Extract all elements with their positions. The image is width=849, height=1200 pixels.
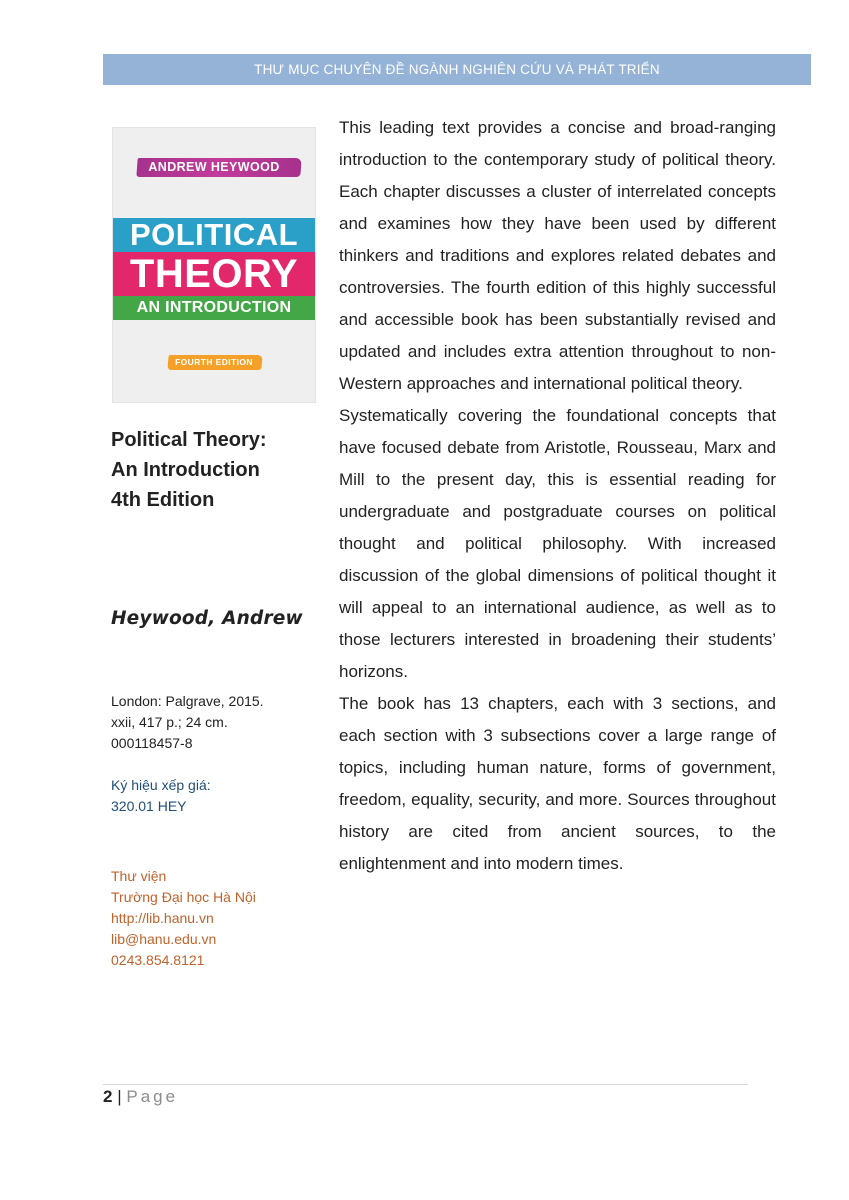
cover-author-name: ANDREW HEYWOOD xyxy=(148,160,280,174)
publication-info xyxy=(111,691,264,754)
publication-line: London: Palgrave, 2015. xyxy=(111,693,264,709)
book-author: Heywood, Andrew xyxy=(111,608,303,629)
book-title xyxy=(111,425,321,515)
description-paragraph: Systematically covering the foundational concepts that have focused debate from Aristotle, Rousseau, Marx and Mill to the present day, this is essential reading for undergraduate and postgraduate courses on political thought and political philosophy. With increased discussion of the global dimensions of political thought it will appeal to an international audience, as well as to those lecturers interested in broadening their students’ horizons. xyxy=(339,406,776,681)
publication-line: 000118457-8 xyxy=(111,735,193,751)
library-name: Thư viện xyxy=(111,868,167,884)
book-description xyxy=(339,112,776,880)
description-paragraph: The book has 13 chapters, each with 3 sections, and each section with 3 subsections cover a large range of topics, including human nature, forms of government, freedom, equality, security, and more. Sources throughout history are cited from ancient sources, to the enlightenment and into modern times. xyxy=(339,694,776,873)
library-email[interactable]: lib@hanu.edu.vn xyxy=(111,931,217,947)
call-number-label: Ký hiệu xếp giá: xyxy=(111,777,211,793)
description-paragraph: This leading text provides a concise and broad-ranging introduction to the contemporary study of political theory. Each chapter discusses a cluster of interrelated concepts and examines how they have been used by different thinkers and traditions and explores related debates and controversies. The fourth edition of this highly successful and accessible book has been substantially revised and updated and includes extra attention throughout to non-Western approaches and international political theory. xyxy=(339,118,776,393)
book-title-line: An Introduction xyxy=(111,459,260,481)
library-contact xyxy=(111,866,256,971)
cover-subtitle: AN INTRODUCTION xyxy=(136,299,292,316)
book-cover-image xyxy=(112,127,316,403)
publication-line: xxii, 417 p.; 24 cm. xyxy=(111,714,228,730)
book-title-line: Political Theory: xyxy=(111,429,267,451)
book-title-line: 4th Edition xyxy=(111,489,215,511)
page-number: 2 xyxy=(103,1087,113,1106)
page-footer xyxy=(103,1087,178,1107)
library-website[interactable]: http://lib.hanu.vn xyxy=(111,910,214,926)
page-separator: | xyxy=(117,1087,122,1106)
footer-divider xyxy=(103,1084,748,1085)
page-label: Page xyxy=(126,1087,179,1106)
university-name: Trường Đại học Hà Nội xyxy=(111,889,256,905)
cover-title-political: POLITICAL xyxy=(129,217,299,252)
call-number xyxy=(111,775,211,817)
cover-title-theory: THEORY xyxy=(129,252,299,296)
library-phone: 0243.854.8121 xyxy=(111,952,205,968)
call-number-value: 320.01 HEY xyxy=(111,798,187,814)
cover-edition-label: FOURTH EDITION xyxy=(175,357,253,367)
page-header-banner: THƯ MỤC CHUYÊN ĐỀ NGÀNH NGHIÊN CỨU VÀ PHÁT TRIỂN xyxy=(103,54,811,85)
